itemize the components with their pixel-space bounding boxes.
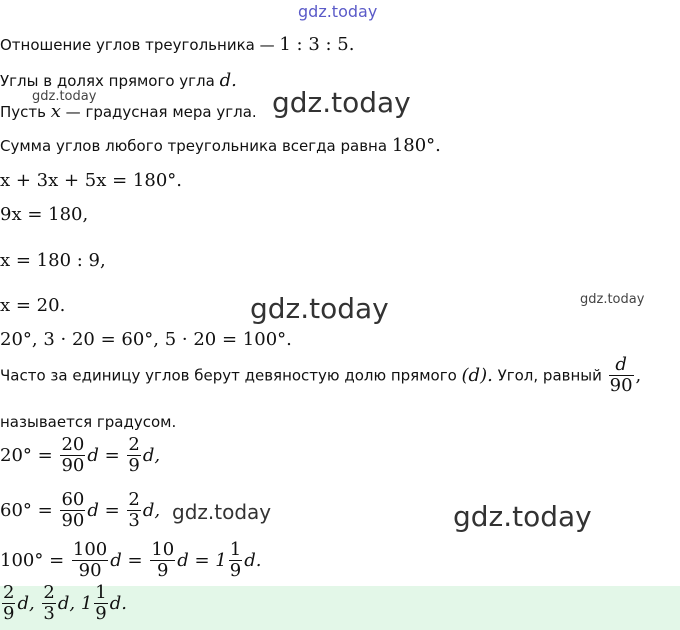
c3-den3: 9 <box>229 559 242 581</box>
answer-den-1: 9 <box>3 602 15 624</box>
watermark-small-left: gdz.today <box>32 89 97 104</box>
c1-frac2 <box>127 435 140 476</box>
c1-end: d, <box>142 444 161 466</box>
angles-var: d. <box>219 70 237 91</box>
ratio-label: Отношение углов треугольника — <box>0 36 280 54</box>
c3-frac2 <box>150 540 175 581</box>
c1-deg: 20° = <box>0 444 53 466</box>
answer-num-2: 2 <box>43 582 55 603</box>
ratio-value: 1 : 3 : 5. <box>279 34 355 55</box>
ratio-statement <box>0 34 354 55</box>
c3-num3: 1 <box>229 539 242 560</box>
answer-frac-3 <box>94 583 107 624</box>
conversion-60 <box>0 490 160 531</box>
c2-den: 90 <box>61 509 85 531</box>
watermark-big-middle: gdz.today <box>250 292 389 325</box>
c3-end: d. <box>244 549 262 571</box>
c3-num: 100 <box>72 539 108 560</box>
equation-1: x + 3x + 5x = 180°. <box>0 170 183 191</box>
conversion-20 <box>0 435 160 476</box>
c2-den2: 3 <box>128 509 140 531</box>
watermark-top: gdz.today <box>298 2 378 21</box>
equation-5: 20°, 3 · 20 = 60°, 5 · 20 = 100°. <box>0 329 292 350</box>
c1-num2: 2 <box>128 434 140 455</box>
c3-den: 90 <box>78 559 102 581</box>
equation-4: x = 20. <box>0 295 66 316</box>
c3-frac3 <box>229 540 242 581</box>
often-var: (d). <box>461 364 493 386</box>
equation-2: 9x = 180, <box>0 204 89 225</box>
sum-label: Сумма углов любого треугольника всегда равна <box>0 137 392 155</box>
answer-frac-2 <box>42 583 55 624</box>
let-prefix: Пусть <box>0 103 51 121</box>
c3-mid: d = <box>110 549 143 571</box>
answer-den-2: 3 <box>43 602 55 624</box>
answer-frac-1 <box>2 583 15 624</box>
conversion-100 <box>0 540 261 581</box>
c2-num: 60 <box>61 489 85 510</box>
degree-fraction-num: d <box>609 355 634 376</box>
let-suffix: — градусная мера угла. <box>60 103 257 121</box>
c2-deg: 60° = <box>0 499 53 521</box>
c1-den2: 9 <box>128 454 140 476</box>
watermark-small-right: gdz.today <box>580 292 645 307</box>
called-label: называется градусом. <box>0 413 177 431</box>
watermark-big-lower-right: gdz.today <box>453 500 592 533</box>
answer-num-3: 1 <box>95 582 107 603</box>
c3-frac <box>72 540 108 581</box>
degree-definition <box>0 355 641 396</box>
answer-end-3: d. <box>109 592 127 614</box>
c1-mid: d = <box>87 444 120 466</box>
answer-end-2: d, 1 <box>57 592 93 614</box>
c2-mid: d = <box>87 499 120 521</box>
let-statement <box>0 101 257 122</box>
c2-frac <box>60 490 85 531</box>
c3-deg: 100° = <box>0 549 65 571</box>
c1-num: 20 <box>61 434 85 455</box>
equation-3: x = 180 : 9, <box>0 250 106 271</box>
c2-num2: 2 <box>128 489 140 510</box>
often-suffix: Угол, равный <box>492 366 607 385</box>
degree-fraction <box>609 355 634 396</box>
let-var: x <box>50 101 61 122</box>
answer-end-1: d, <box>17 592 41 614</box>
often-label: Часто за единицу углов берут девяностую долю прямого <box>0 366 462 385</box>
c3-den2: 9 <box>157 559 169 581</box>
c2-frac2 <box>127 490 140 531</box>
c3-num2: 10 <box>151 539 175 560</box>
angles-statement <box>0 70 237 91</box>
c1-den: 90 <box>61 454 85 476</box>
answer-den-3: 9 <box>95 602 107 624</box>
degree-fraction-end: , <box>635 364 642 386</box>
called-degree <box>0 412 176 431</box>
sum-value: 180°. <box>391 135 441 156</box>
c1-frac <box>60 435 85 476</box>
answer-num-1: 2 <box>3 582 15 603</box>
angles-label: Углы в долях прямого угла <box>0 72 220 90</box>
sum-statement <box>0 135 441 156</box>
c3-mid2: d = 1 <box>177 549 227 571</box>
c2-end: d, <box>142 499 161 521</box>
degree-fraction-den: 90 <box>609 374 633 396</box>
answer <box>0 583 127 624</box>
watermark-big-upper: gdz.today <box>272 86 411 119</box>
watermark-mid-lower: gdz.today <box>172 500 272 524</box>
